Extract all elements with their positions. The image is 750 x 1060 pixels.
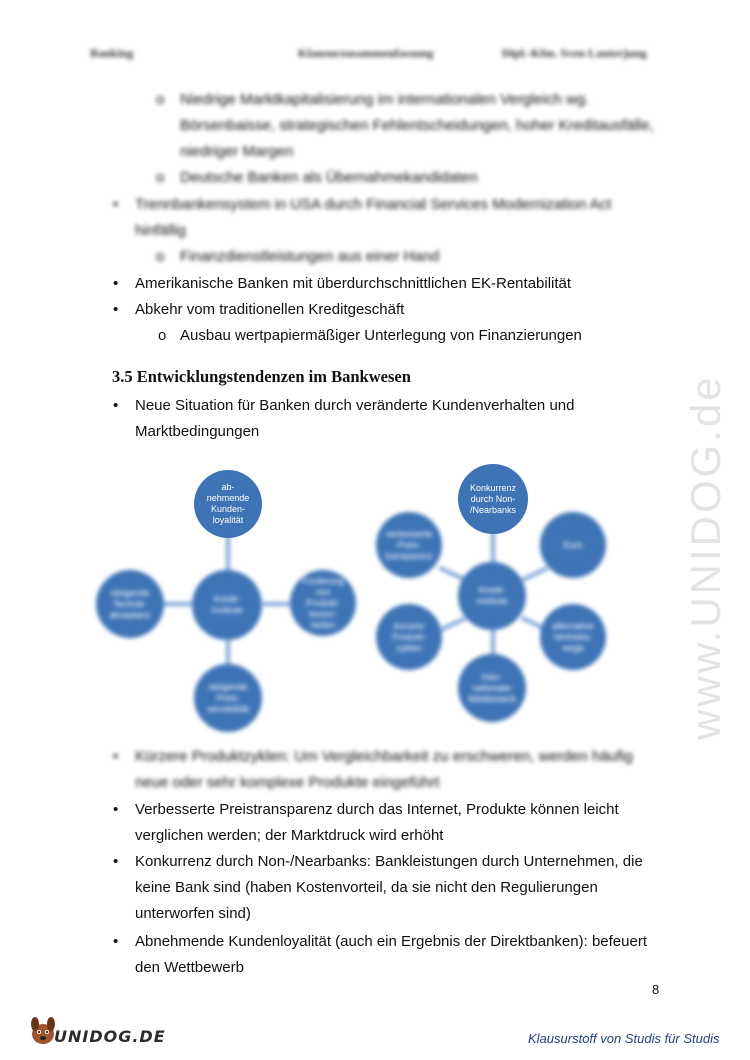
bullet-text: Neue Situation für Banken durch veränderte Kundenverhalten und — [135, 397, 575, 414]
blurred-line: hinfällig — [135, 222, 186, 239]
blurred-line: Niedrige Marktkapitalisierung im internationalen Vergleich wg. — [180, 91, 590, 108]
bullet-text: Marktbedingungen — [135, 423, 260, 440]
node-label: verbesserte Preis- transparenz — [385, 528, 433, 561]
connector — [521, 566, 550, 582]
node-label: alternative Vertriebs- wege — [552, 620, 594, 653]
bullet-marker: • — [113, 196, 119, 213]
bullet-marker: • — [113, 853, 119, 870]
bullet-text: Konkurrenz durch Non-/Nearbanks: Bankleistungen durch Unternehmen, die — [135, 853, 643, 870]
node-label: Konkurrenz durch Non- /Nearbanks — [469, 482, 517, 515]
sub-bullet-text: Ausbau wertpapiermäßiger Unterlegung von Finanzierungen — [180, 327, 582, 344]
blurred-line: Trennbankensystem in USA durch Financial Services Modernization Act — [135, 196, 612, 213]
connector — [160, 602, 194, 606]
watermark: www.UNIDOG.de — [682, 374, 729, 740]
node-label: Euro — [563, 539, 583, 550]
blurred-line: niedriger Margen — [180, 143, 294, 160]
bullet-text: Amerikanische Banken mit überdurchschnittlichen EK-Rentabilität — [135, 275, 572, 292]
blurred-line: Kürzere Produktzyklen: Um Vergleichbarkeit zu erschweren, werden häufig — [135, 748, 633, 765]
diagram-node-right — [290, 570, 356, 636]
node-label: steigende Preis- sensibilität — [206, 681, 250, 714]
blurred-line: Deutsche Banken als Übernahmekandidaten — [180, 169, 478, 186]
page-number: 8 — [652, 982, 660, 997]
bullet-text: keine Bank sind (haben Kostenvorteil, da sie nicht den Regulierungen — [135, 879, 598, 896]
header-left: Banking — [90, 46, 134, 60]
node-label: Forderung von Produkt- beson- heiten — [302, 575, 344, 630]
diagram-node-top-left — [376, 512, 442, 578]
diagram-node-bottom-left — [376, 604, 442, 670]
diagram-node-bottom — [194, 664, 262, 732]
blurred-line: Börsenbaisse, strategischen Fehlentscheidungen, hoher Kreditausfälle, — [180, 117, 654, 134]
footer-tagline: Klausurstoff von Studis für Studis — [528, 1031, 720, 1046]
bullet-text: Abnehmende Kundenloyalität (auch ein Ergebnis der Direktbanken): befeuert — [135, 933, 647, 950]
diagram-node-top — [194, 470, 262, 538]
sub-bullet-marker: o — [156, 248, 165, 265]
diagram-node-center — [458, 562, 526, 630]
header-center: Klausurzusammenfassung — [298, 46, 434, 60]
connector — [491, 530, 495, 566]
sub-bullet-marker: o — [156, 91, 165, 108]
bullet-marker: • — [113, 801, 119, 818]
bullet-text: Abkehr vom traditionellen Kreditgeschäft — [135, 301, 405, 318]
diagram-node-bottom-right — [540, 604, 606, 670]
header-right: Dipl.-Kfm. Sven Lauterjung — [502, 46, 647, 60]
diagram-node-top — [458, 464, 528, 534]
bullet-marker: • — [113, 275, 119, 292]
diagram-node-center — [192, 570, 262, 640]
diagram-node-bottom — [458, 654, 526, 722]
bullet-text: den Wettbewerb — [135, 959, 244, 976]
node-label: Kredit- Institute — [211, 594, 243, 615]
connector — [226, 535, 230, 573]
blurred-line: Finanzdienstleistungen aus einer Hand — [180, 248, 440, 265]
node-label: inter- nationaler Wettbewerb — [468, 671, 516, 704]
connector — [439, 616, 468, 632]
section-heading: 3.5 Entwicklungstendenzen im Bankwesen — [112, 367, 411, 386]
sub-bullet-marker: o — [156, 169, 165, 186]
bullet-text: unterworfen sind) — [135, 905, 251, 922]
sub-bullet-marker: o — [158, 327, 167, 344]
bullet-marker: • — [113, 933, 119, 950]
diagram-node-top-right — [540, 512, 606, 578]
bullet-marker: • — [113, 748, 119, 765]
node-label: Kredit- institute — [476, 585, 508, 606]
bullet-text: Verbesserte Preistransparenz durch das Internet, Produkte können leicht — [135, 801, 619, 818]
logo-text: UNIDOG.DE — [54, 1027, 166, 1046]
node-label: ab- nehmende Kunden- loyalität — [206, 482, 250, 525]
bullet-marker: • — [113, 301, 119, 318]
node-label: kürzere Produkt- zyklen — [391, 620, 426, 653]
connector — [262, 602, 292, 606]
bullet-marker: • — [113, 397, 119, 414]
bullet-text: verglichen werden; der Marktdruck wird erhöht — [135, 827, 444, 844]
blurred-line: neue oder sehr komplexe Produkte eingeführt — [135, 774, 440, 791]
node-label: steigende Technik- akzeptanz — [109, 587, 151, 620]
diagram-node-left — [96, 570, 164, 638]
